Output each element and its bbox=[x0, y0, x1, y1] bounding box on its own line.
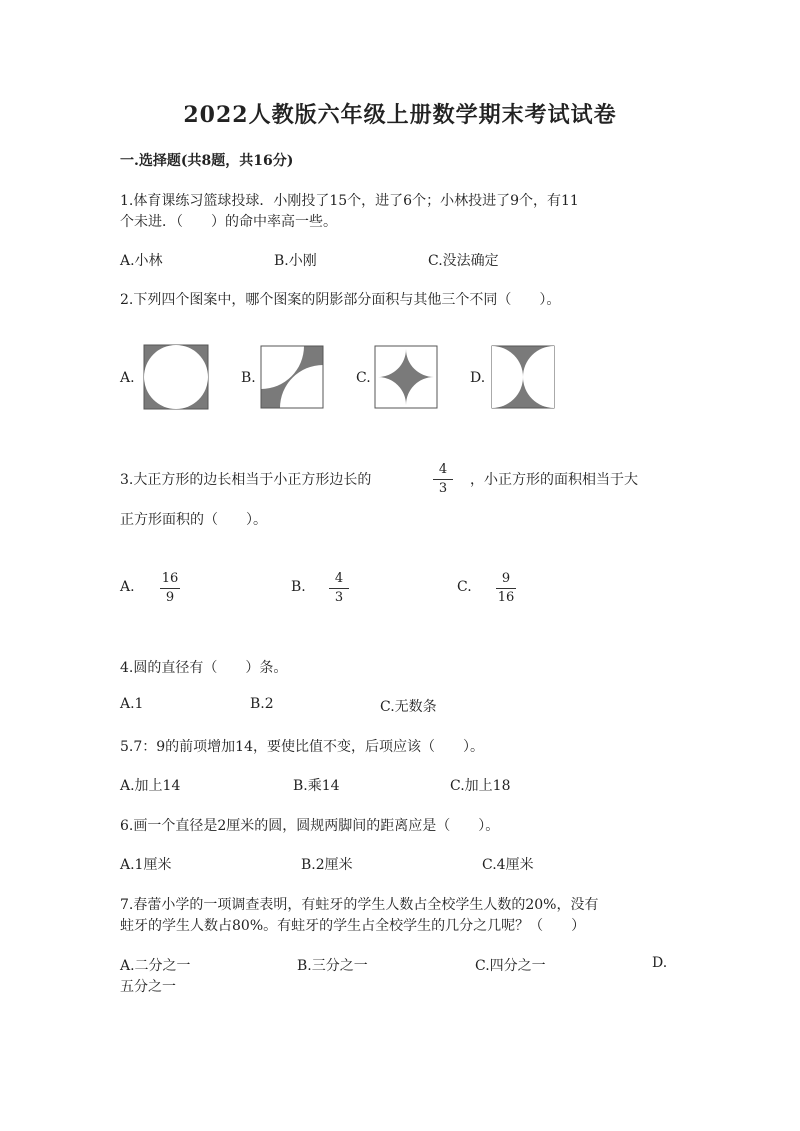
fraction-bar bbox=[329, 588, 349, 589]
q5-option-b: B.乘14 bbox=[293, 778, 340, 794]
q7-option-c: C.四分之一 bbox=[475, 958, 546, 974]
question-3-line-1a: 3.大正方形的边长相当于小正方形边长的 bbox=[120, 472, 372, 488]
q4-option-a: A.1 bbox=[120, 696, 144, 712]
q3-option-c-label: C. bbox=[457, 579, 472, 595]
question-7-line-1: 7.春蕾小学的一项调查表明，有蛀牙的学生人数占全校学生人数的20%，没有 bbox=[120, 897, 599, 913]
q2-label-d: D. bbox=[470, 370, 486, 386]
q3-fraction bbox=[431, 463, 455, 496]
q3-fraction-denominator: 3 bbox=[438, 481, 448, 496]
q3-option-a-denominator: 9 bbox=[165, 590, 175, 605]
question-1-line-2: 个未进．（ ）的命中率高一些。 bbox=[120, 214, 337, 230]
q2-label-c: C. bbox=[356, 370, 371, 386]
q7-option-b: B.三分之一 bbox=[297, 958, 368, 974]
q4-option-c: C.无数条 bbox=[380, 699, 437, 715]
fraction-bar bbox=[433, 479, 453, 480]
q2-label-a: A. bbox=[120, 370, 135, 386]
question-5-text: 5.7：9的前项增加14，要使比值不变，后项应该（ ）。 bbox=[120, 739, 484, 755]
q3-option-a-numerator: 16 bbox=[161, 571, 179, 586]
q4-option-b: B.2 bbox=[250, 696, 274, 712]
q3-option-b-fraction bbox=[327, 572, 351, 605]
page-title: 2022人教版六年级上册数学期末考试试卷 bbox=[183, 102, 617, 128]
q7-option-d-text: 五分之一 bbox=[120, 979, 176, 995]
q1-option-a: A.小林 bbox=[120, 253, 163, 269]
fraction-bar bbox=[496, 588, 516, 589]
q5-option-a: A.加上14 bbox=[120, 778, 181, 794]
q7-option-d-label: D. bbox=[652, 955, 668, 971]
q1-option-b: B.小刚 bbox=[274, 253, 317, 269]
question-6-text: 6.画一个直径是2厘米的圆，圆规两脚间的距离应是（ ）。 bbox=[120, 818, 500, 834]
figure-d-half-circles bbox=[491, 345, 555, 409]
q2-label-b: B. bbox=[241, 370, 256, 386]
q3-option-b-denominator: 3 bbox=[334, 590, 344, 605]
question-3-line-2: 正方形面积的（ ）。 bbox=[120, 512, 267, 528]
question-3-line-1b: ，小正方形的面积相当于大 bbox=[470, 472, 638, 488]
q3-option-b-numerator: 4 bbox=[334, 571, 344, 586]
section-heading: 一.选择题(共8题，共16分) bbox=[120, 153, 294, 169]
q5-option-c: C.加上18 bbox=[450, 778, 511, 794]
question-2-text: 2.下列四个图案中，哪个图案的阴影部分面积与其他三个不同（ ）。 bbox=[120, 292, 561, 308]
question-1-line-1: 1.体育课练习篮球投球．小刚投了15个，进了6个；小林投进了9个，有11 bbox=[120, 193, 579, 209]
fraction-bar bbox=[160, 588, 180, 589]
q6-option-a: A.1厘米 bbox=[120, 857, 172, 873]
figure-a-square-with-circle bbox=[143, 344, 209, 410]
q6-option-c: C.4厘米 bbox=[482, 857, 534, 873]
q3-option-c-fraction bbox=[494, 572, 518, 605]
question-7-line-2: 蛀牙的学生人数占80%。有蛀牙的学生占全校学生的几分之几呢？（ ） bbox=[120, 918, 586, 934]
question-4-text: 4.圆的直径有（ ）条。 bbox=[120, 660, 288, 676]
q3-option-c-numerator: 9 bbox=[501, 571, 511, 586]
q3-option-a-fraction bbox=[158, 572, 182, 605]
q3-option-b-label: B. bbox=[291, 579, 306, 595]
q3-option-c-denominator: 16 bbox=[497, 590, 515, 605]
q3-fraction-numerator: 4 bbox=[438, 462, 448, 477]
q6-option-b: B.2厘米 bbox=[301, 857, 353, 873]
q7-option-a: A.二分之一 bbox=[120, 958, 191, 974]
q3-option-a-label: A. bbox=[120, 579, 135, 595]
figure-b-quarter-circle-band bbox=[260, 345, 324, 409]
figure-c-star-shape bbox=[374, 345, 438, 409]
q1-option-c: C.没法确定 bbox=[428, 253, 499, 269]
